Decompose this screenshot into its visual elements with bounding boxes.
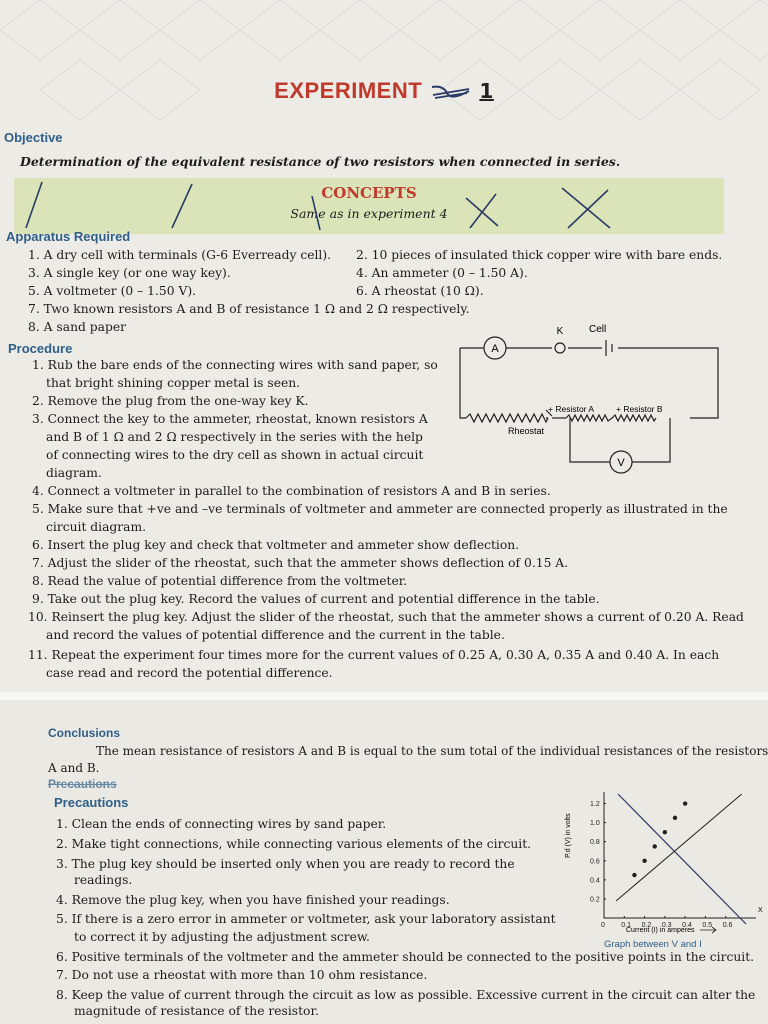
x-axis-end-label: X [758, 907, 763, 914]
procedure-line: circuit diagram. [46, 520, 147, 534]
apparatus-item: 3. A single key (or one way key). [28, 266, 231, 280]
x-tick-label: 0 [601, 922, 605, 929]
procedure-line: that bright shining copper metal is seen. [46, 376, 301, 390]
series-line [616, 794, 742, 901]
data-point [683, 801, 687, 805]
procedure-heading: Procedure [8, 341, 73, 356]
apparatus-item: 6. A rheostat (10 Ω). [356, 284, 484, 298]
y-tick-label: 0.2 [590, 896, 600, 904]
x-tick-label: 0.5 [702, 922, 713, 929]
conclusions-heading: Conclusions [48, 726, 121, 740]
procedure-line: 4. Connect a voltmeter in parallel to the combination of resistors A and B in series. [32, 484, 551, 498]
key-label: K [556, 326, 564, 337]
apparatus-item: 2. 10 pieces of insulated thick copper wire with bare ends. [356, 248, 723, 262]
procedure-line: case read and record the potential difference. [46, 666, 333, 680]
apparatus-heading: Apparatus Required [6, 229, 131, 244]
procedure-line: 9. Take out the plug key. Record the values of current and potential difference in the table. [32, 592, 600, 606]
circuit-diagram [456, 322, 726, 477]
procedure-line: and record the values of potential difference and the current in the table. [46, 628, 505, 642]
concepts-title: CONCEPTS [321, 184, 417, 202]
procedure-line: 6. Insert the plug key and check that voltmeter and ammeter show deflection. [32, 538, 520, 552]
procedure-line: 8. Read the value of potential difference from the voltmeter. [32, 574, 408, 588]
ammeter-symbol: A [491, 343, 499, 355]
graph-title: Graph between V and I [604, 939, 702, 950]
data-point [642, 859, 646, 863]
precaution-line: 1. Clean the ends of connecting wires by sand paper. [56, 817, 387, 831]
precaution-line: 8. Keep the value of current through the circuit as low as possible. Excessive current in the circuit can alter the [56, 988, 756, 1002]
resistor-a-label: + Resistor A [548, 404, 595, 414]
experiment-title [0, 78, 768, 104]
precaution-line: 4. Remove the plug key, when you have finished your readings. [56, 893, 450, 907]
procedure-line: 11. Repeat the experiment four times more for the current values of 0.25 A, 0.30 A, 0.35 A and 0.40 A. In each [28, 648, 720, 662]
precaution-line: magnitude of resistance of the resistor. [74, 1004, 319, 1018]
precautions-heading: Precautions [54, 795, 129, 810]
y-tick-label: 0.4 [590, 877, 600, 885]
apparatus-item: 4. An ammeter (0 – 1.50 A). [356, 266, 528, 280]
apparatus-item: 5. A voltmeter (0 – 1.50 V). [28, 284, 197, 298]
y-tick-label: 0.8 [590, 839, 600, 847]
objective-text: Determination of the equivalent resistance of two resistors when connected in series. [20, 154, 621, 169]
procedure-line: of connecting wires to the dry cell as shown in actual circuit [46, 448, 424, 462]
cell-label: Cell [589, 324, 607, 335]
procedure-line: 5. Make sure that +ve and –ve terminals of voltmeter and ammeter are connected properly as illustrated in the [32, 502, 728, 516]
data-point [653, 844, 657, 848]
precaution-line: 2. Make tight connections, while connecting various elements of the circuit. [56, 837, 532, 851]
concepts-subtitle: Same as in experiment 4 [290, 206, 448, 221]
vi-graph [560, 784, 766, 954]
procedure-line: 3. Connect the key to the ammeter, rheostat, known resistors A [32, 412, 428, 426]
page-separator [0, 692, 768, 700]
struck-precautions-heading: Precautions [48, 777, 117, 791]
resistor-b-label: + Resistor B [616, 404, 663, 414]
rheostat-label: Rheostat [508, 426, 545, 436]
conclusions-line: A and B. [48, 761, 100, 775]
procedure-line: 2. Remove the plug from the one-way key K. [32, 394, 309, 408]
voltmeter-symbol: V [617, 457, 625, 469]
y-tick-label: 1.2 [590, 801, 600, 809]
pen-cross-line [618, 794, 746, 924]
x-tick-label: 0.2 [641, 922, 652, 929]
graph-ylabel: P.d (V) in volts [565, 813, 572, 858]
x-tick-label: 0.3 [661, 922, 672, 929]
precaution-line: 5. If there is a zero error in ammeter or voltmeter, ask your laboratory assistant [56, 912, 556, 926]
data-point [632, 873, 636, 877]
x-tick-label: 0.1 [621, 922, 632, 929]
struck-out-number [429, 83, 473, 101]
precaution-line: to correct it by adjusting the adjustment screw. [74, 930, 370, 944]
x-tick-label: 0.4 [682, 922, 692, 929]
apparatus-item: 1. A dry cell with terminals (G-6 Everready cell). [28, 248, 332, 262]
procedure-line: diagram. [46, 466, 102, 480]
procedure-line: 1. Rub the bare ends of the connecting wires with sand paper, so [32, 358, 438, 372]
procedure-line: 7. Adjust the slider of the rheostat, such that the ammeter shows deflection of 0.15 A. [32, 556, 569, 570]
apparatus-item: 7. Two known resistors A and B of resistance 1 Ω and 2 Ω respectively. [28, 302, 470, 316]
objective-heading: Objective [4, 130, 63, 145]
precaution-line: 7. Do not use a rheostat with more than 10 ohm resistance. [56, 968, 428, 982]
precaution-line: readings. [74, 873, 133, 887]
y-tick-label: 1.0 [590, 820, 600, 828]
procedure-line: 10. Reinsert the plug key. Adjust the slider of the rheostat, such that the ammeter shows a current of 0.20 A. Read [28, 610, 744, 624]
experiment-title-label: EXPERIMENT [274, 78, 423, 103]
data-point [663, 830, 667, 834]
precaution-line: 6. Positive terminals of the voltmeter and the ammeter should be connected to the positive points in the circuit. [56, 950, 755, 964]
x-tick-label: 0.6 [722, 922, 733, 929]
conclusions-line: The mean resistance of resistors A and B is equal to the sum total of the individual resistances of the resistors [96, 744, 768, 758]
data-point [673, 816, 677, 820]
precaution-line: 3. The plug key should be inserted only when you are ready to record the [56, 857, 515, 871]
y-tick-label: 0.6 [590, 858, 600, 866]
graph-xlabel: Current (I) in amperes [626, 927, 695, 934]
experiment-number: 1 [479, 79, 494, 103]
procedure-line: and B of 1 Ω and 2 Ω respectively in the series with the help [46, 430, 423, 444]
apparatus-item: 8. A sand paper [28, 320, 127, 334]
